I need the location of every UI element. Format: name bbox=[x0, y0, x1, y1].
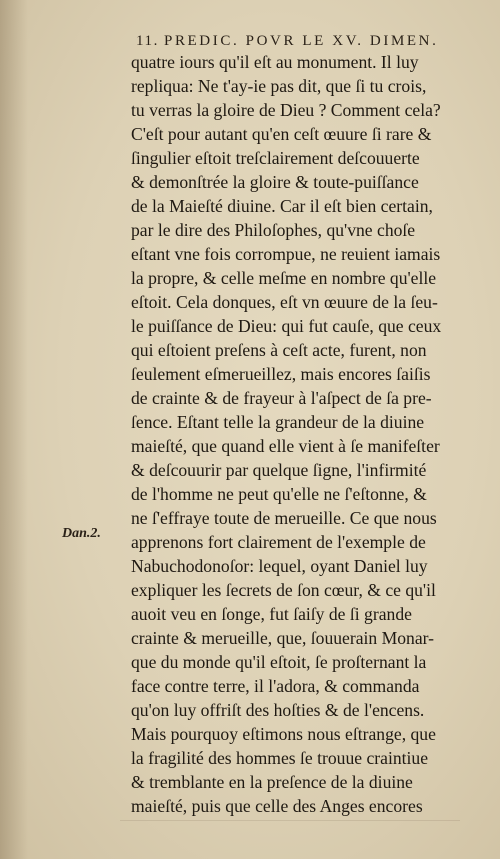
running-title: PREDIC. POVR LE XV. DIMEN. bbox=[164, 33, 439, 49]
text-line: repliqua: Ne t'ay-ie pas dit, que ſi tu crois, bbox=[131, 76, 427, 96]
folio-number: 11. bbox=[136, 33, 159, 49]
text-line: auoit veu en ſonge, fut ſaiſy de ſi grande bbox=[131, 604, 412, 624]
text-line: de la Maieſté diuine. Car il eſt bien certain, bbox=[131, 196, 433, 216]
text-line: & demonſtrée la gloire & toute-puiſſance bbox=[131, 172, 419, 192]
text-line: eſtoit. Cela donques, eſt vn œuure de la ſeu- bbox=[131, 292, 438, 312]
text-line: C'eſt pour autant qu'en ceſt œuure ſi rare & bbox=[131, 124, 432, 144]
text-line: Nabuchodonoſor: lequel, oyant Daniel luy bbox=[131, 556, 428, 576]
text-line: ne ſ'effraye toute de merueille. Ce que nous bbox=[131, 508, 437, 528]
text-line: de l'homme ne peut qu'elle ne ſ'eſtonne, & bbox=[131, 484, 427, 504]
margin-note-reference: Dan.2. bbox=[62, 526, 101, 541]
text-line: expliquer les ſecrets de ſon cœur, & ce qu'il bbox=[131, 580, 436, 600]
text-line: le puiſſance de Dieu: qui fut cauſe, que ceux bbox=[131, 316, 442, 336]
text-line: de crainte & de frayeur à l'aſpect de ſa pre- bbox=[131, 388, 432, 408]
text-line: face contre terre, il l'adora, & commanda bbox=[131, 676, 420, 696]
text-line: maieſté, puis que celle des Anges encores bbox=[131, 796, 423, 816]
text-line: que du monde qu'il eſtoit, ſe proſternant la bbox=[131, 652, 427, 672]
text-line: tu verras la gloire de Dieu ? Comment cela? bbox=[131, 100, 441, 120]
running-head bbox=[0, 0, 500, 54]
text-line: quatre iours qu'il eſt au monument. Il luy bbox=[131, 52, 419, 72]
text-line: maieſté, que quand elle vient à ſe manifeſter bbox=[131, 436, 440, 456]
text-line: ſingulier eſtoit treſclairement deſcouuerte bbox=[131, 148, 420, 168]
text-line: & tremblante en la preſence de la diuine bbox=[131, 772, 413, 792]
text-line: la propre, & celle meſme en nombre qu'elle bbox=[131, 268, 437, 288]
text-line: ſence. Eſtant telle la grandeur de la diuine bbox=[131, 412, 425, 432]
text-line: & deſcouurir par quelque ſigne, l'infirmité bbox=[131, 460, 427, 480]
page-bottom-mark bbox=[120, 820, 460, 821]
text-line: la fragilité des hommes ſe trouue craintiue bbox=[131, 748, 429, 768]
text-line: eſtant vne fois corrompue, ne reuient iamais bbox=[131, 244, 441, 264]
text-line: qu'on luy offriſt des hoſties & de l'encens. bbox=[131, 700, 425, 720]
text-line: Mais pourquoy eſtimons nous eſtrange, que bbox=[131, 724, 436, 744]
text-line: crainte & merueille, que, ſouuerain Monar- bbox=[131, 628, 435, 648]
text-line: par le dire des Philoſophes, qu'vne choſe bbox=[131, 220, 416, 240]
text-line: ſeulement eſmerueillez, mais encores ſaiſis bbox=[131, 364, 431, 384]
text-line: qui eſtoient preſens à ceſt acte, furent, non bbox=[131, 340, 427, 360]
gutter-shadow bbox=[0, 0, 28, 859]
text-line: apprenons fort clairement de l'exemple de bbox=[131, 532, 426, 552]
